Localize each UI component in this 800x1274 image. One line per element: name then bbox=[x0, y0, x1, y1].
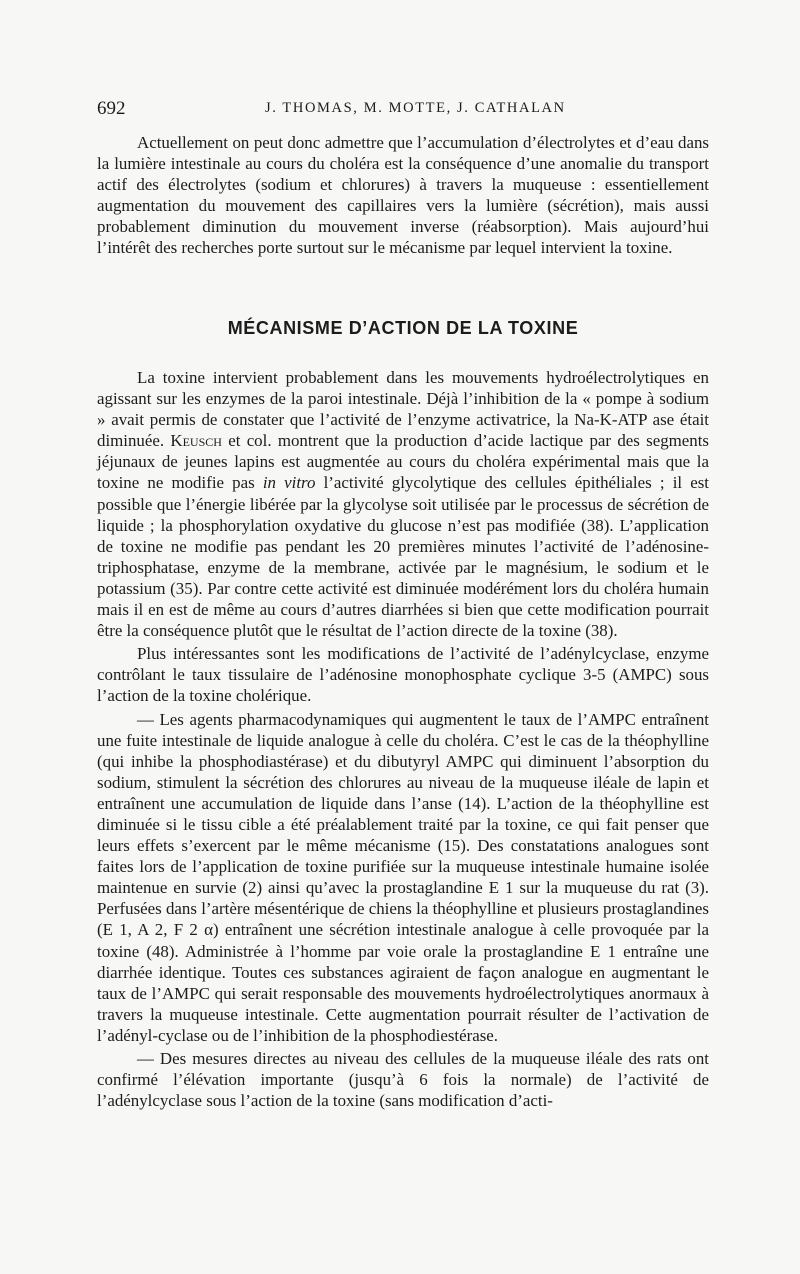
section-heading: MÉCANISME D’ACTION DE LA TOXINE bbox=[227, 318, 579, 338]
italic-term: in vitro bbox=[262, 473, 316, 493]
author-name: Keusch bbox=[170, 431, 222, 451]
intro-paragraph: Actuellement on peut donc admettre que l’accumulation d’électrolytes et d’eau dans la lumière intestinale au cours du choléra est la conséquence d’une anomalie du transport actif des électrolytes (sodium et chlorures) à travers la muqueuse : essentiellement augmentation du mouvement des capillaires vers la lumière (sécrétion), mais aussi probablement diminution du mouvement inverse (réabsorption). Mais aujourd’hui l’intérêt des recherches porte surtout sur le mécanisme par lequel intervient la toxine. bbox=[97, 133, 709, 258]
running-head: J. THOMAS, M. MOTTE, J. CATHALAN bbox=[265, 100, 566, 116]
intro-paragraph-block bbox=[97, 132, 709, 259]
paragraph-text: l’activité glycolytique des cellules épithéliales ; il est possible que l’énergie libérée par la glycolyse soit utilisée par le processus de sécrétion de liquide ; la phosphorylation oxydative du glucose n’est pas modifiée (38). L’application de toxine ne modifie pas pendant les 20 premières minutes l’activité de l’adénosine-triphosphatase, enzyme de la membrane, activée par le magnésium, le sodium et le potassium (35). Par contre cette activité est diminuée modérément lors du choléra humain mais il en est de même au cours d’autres diarrhées si bien que cette modification pourrait être la conséquence plutôt que le résultat de l’action directe de la toxine (38). bbox=[97, 473, 709, 641]
paragraph-text: La toxine intervient probablement dans les mouvements hydroélectrolytiques en agissant sur les enzymes de la paroi intestinale. Déjà l’inhibition de la « pompe à sodium » avait permis de constater que l’activité de l’enzyme activatrice, la Na-K-ATP ase était diminuée. bbox=[97, 368, 709, 451]
section-body bbox=[97, 367, 709, 1111]
paragraph-direct-measures: — Des mesures directes au niveau des cellules de la muqueuse iléale des rats ont confirmé l’élévation importante (jusqu’à 6 fois la normale) de l’activité de l’adénylcyclase sous l’action de la toxine (sans modification d’acti- bbox=[97, 1049, 709, 1111]
paragraph-adenylcyclase: Plus intéressantes sont les modifications de l’activité de l’adénylcyclase, enzyme contrôlant le taux tissulaire de l’adénosine monophosphate cyclique 3-5 (AMPC) sous l’action de la toxine cholérique. bbox=[97, 644, 709, 706]
paragraph-pharmacodynamic-agents: — Les agents pharmacodynamiques qui augmentent le taux de l’AMPC entraînent une fuite intestinale de liquide analogue à celle du choléra. C’est le cas de la théophylline (qui inhibe la phosphodiastérase) et du dibutyryl AMPC qui diminuent l’absorption du sodium, stimulent la sécrétion des chlorures au niveau de la muqueuse iléale de lapin et entraînent une accumulation de liquide dans l’anse (14). L’action de la théophylline est diminuée si le tissu cible a été préalablement traité par la toxine, ce qui fait penser que leurs effets s’exercent par le même mécanisme (15). Des constatations analogues sont faites lors de l’application de toxine purifiée sur la muqueuse intestinale humaine isolée maintenue en survie (2) ainsi qu’avec la prostaglandine E 1 sur la muqueuse du rat (3). Perfusées dans l’artère mésentérique de chiens la théophylline et plusieurs prostaglandines (E 1, A 2, F 2 α) entraînent une sécrétion intestinale analogue à celle provoquée par la toxine (48). Administrée à l’homme par voie orale la prostaglandine E 1 entraîne une diarrhée identique. Toutes ces substances agiraient de façon analogue en augmentant le taux de l’AMPC qui serait responsable des mouvements hydroélectrolytiques anormaux à travers la muqueuse intestinale. Cette augmentation pourrait résulter de l’activation de l’adényl-cyclase ou de l’inhibition de la phosphodiestérase. bbox=[97, 709, 709, 1045]
paragraph-text: et col. montrent que la production d’acide lactique par des segments jéjunaux de jeunes lapins est augmentée au cours du choléra expérimental mais que la toxine ne modifie pas bbox=[97, 431, 709, 493]
paragraph-enzymes bbox=[97, 367, 709, 641]
page-number: 692 bbox=[97, 98, 126, 119]
page-header bbox=[97, 98, 709, 122]
